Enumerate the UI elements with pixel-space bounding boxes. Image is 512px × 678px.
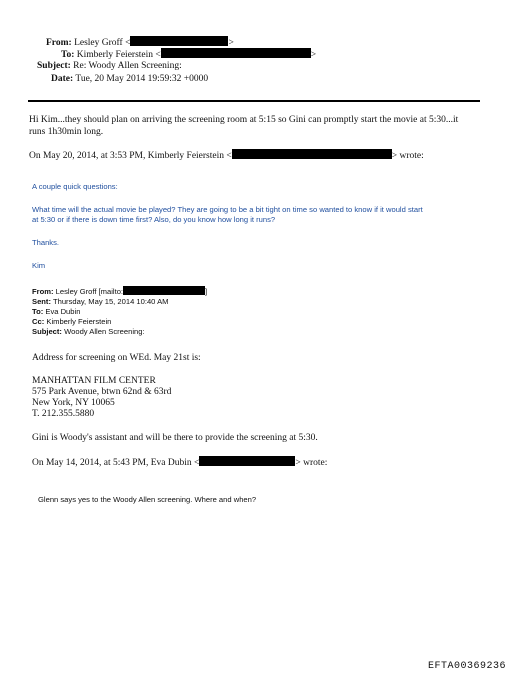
message-line-2: runs 1h30min long. <box>29 126 104 137</box>
fwd-sent-label: Sent: <box>32 297 51 306</box>
header-to-row <box>61 48 316 60</box>
redaction-bar <box>123 286 208 296</box>
fwd-from-label: From: <box>32 287 54 296</box>
address-block <box>32 376 171 420</box>
redaction-bar <box>130 36 228 46</box>
header-from-end: > <box>228 38 234 48</box>
message-line-1: Hi Kim...they should plan on arriving the screening room at 5:15 so Gini can promptly start the movie at 5:30...it <box>29 115 459 125</box>
header-divider <box>28 100 480 102</box>
fwd-subject-value: Woody Allen Screening: <box>64 327 145 336</box>
fwd-to-value: Eva Dubin <box>45 307 81 316</box>
fwd-cc-label: Cc: <box>32 317 45 326</box>
kim-question-intro: A couple quick questions: <box>32 182 118 191</box>
header-to-value: Kimberly Feierstein < <box>76 50 161 60</box>
header-from-row <box>46 36 234 48</box>
kim-signature: Kim <box>32 261 46 270</box>
fwd-to-row <box>32 307 207 317</box>
fwd-from-end: ] <box>205 287 208 296</box>
fwd-sent-row <box>32 297 207 307</box>
header-to-label: To: <box>61 50 75 60</box>
fwd-sent-value: Thursday, May 15, 2014 10:40 AM <box>52 297 169 306</box>
address-line-1: MANHATTAN FILM CENTER <box>32 376 156 386</box>
redaction-bar <box>199 456 295 466</box>
header-subject-row <box>37 61 182 71</box>
header-subject-value: Re: Woody Allen Screening: <box>73 61 182 71</box>
message-body <box>29 115 458 138</box>
quote-intro-eva-end: > wrote: <box>295 458 328 468</box>
address-line-4: T. 212.355.5880 <box>32 409 95 419</box>
kim-question-line-1: What time will the actual movie be played? They are going to be a bit tight on time so wanted to know if it would start <box>32 205 423 214</box>
fwd-from-value: Lesley Groff [mailto: <box>55 287 124 296</box>
bates-number: EFTA00369236 <box>427 661 506 672</box>
fwd-subject-label: Subject: <box>32 327 62 336</box>
header-from-label: From: <box>46 38 72 48</box>
quote-intro-kim-end: > wrote: <box>391 151 424 161</box>
address-line-3: New York, NY 10065 <box>32 398 115 408</box>
header-date-row <box>51 74 208 84</box>
address-line-2: 575 Park Avenue, btwn 62nd & 63rd <box>32 387 172 397</box>
kim-question-line-2: at 5:30 or if there is down time first? Also, do you know how long it runs? <box>32 215 276 224</box>
header-to-end: > <box>310 50 317 60</box>
header-date-value: Tue, 20 May 2014 19:59:32 +0000 <box>75 74 209 84</box>
header-subject-label: Subject: <box>37 61 71 71</box>
quote-intro-kim-start: On May 20, 2014, at 3:53 PM, Kimberly Feierstein < <box>29 151 232 161</box>
redaction-bar <box>232 149 392 159</box>
header-from-value: Lesley Groff < <box>74 38 131 48</box>
redaction-bar <box>161 48 311 58</box>
forwarded-header <box>32 286 207 337</box>
address-intro: Address for screening on WEd. May 21st is: <box>32 353 201 363</box>
quote-intro-kim <box>29 149 424 163</box>
fwd-to-label: To: <box>32 307 44 316</box>
quote-intro-eva <box>32 456 327 470</box>
quote-intro-eva-start: On May 14, 2014, at 5:43 PM, Eva Dubin < <box>32 458 200 468</box>
kim-question-body <box>32 205 423 225</box>
fwd-from-row <box>32 286 207 297</box>
header-date-label: Date: <box>51 74 74 84</box>
kim-thanks: Thanks. <box>32 238 60 247</box>
fwd-cc-value: Kimberly Feierstein <box>46 317 112 326</box>
fwd-cc-row <box>32 317 207 327</box>
eva-message: Glenn says yes to the Woody Allen screening. Where and when? <box>38 495 257 504</box>
gini-note: Gini is Woody's assistant and will be there to provide the screening at 5:30. <box>32 433 318 443</box>
fwd-subject-row <box>32 327 207 337</box>
